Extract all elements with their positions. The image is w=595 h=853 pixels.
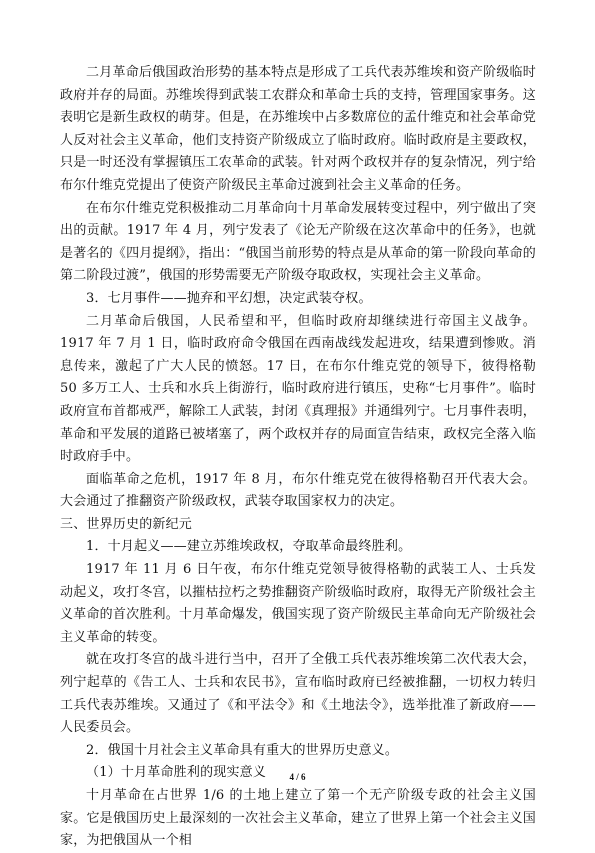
heading-july-days: 3．七月事件——抛弃和平幻想，决定武装夺权。 [86, 290, 372, 306]
paragraph-dual-power: 二月革命后俄国政治形势的基本特点是形成了工兵代表苏维埃和资产阶级临时政府并存的局面。苏维埃得到武装工农群众和革命士兵的支持，管理国家事务。这表明它是新生政权的萌芽。但是，在苏维埃中占多数席位的孟什维克和社会革命党人反对社会主义革命，他们支持资产阶级成立了临时政府。临时政府是主要政权，只是一时还没有掌握镇压工农革命的武装。针对两个政权并存的复杂情况，列宁给布尔什维克党提出了使资产阶级民主革命过渡到社会主义革命的任务。 [60, 65, 536, 193]
subheading-practical-significance: （1）十月革命胜利的现实意义 [86, 765, 267, 781]
paragraph-july-days: 二月革命后俄国，人民希望和平，但临时政府却继续进行帝国主义战争。1917 年 7 月 1 日，临时政府命令俄国在西南战线发起进攻，结果遭到惨败。消息传来，激起了广大人民的愤怒。17 日，在布尔什维克党的领导下，彼得格勒 50 多万工人、士兵和水兵上街游行，临时政府进行镇压，史称“七月事件”。临时政府宣布首都戒严，解除工人武装，封闭《真理报》并通缉列宁。七月事件表明，革命和平发展的道路已被堵塞了，两个政权并存的局面宣告结束，政权完全落入临时政府手中。 [60, 313, 536, 465]
paragraph-soviet-congress: 就在攻打冬宫的战斗进行当中，召开了全俄工兵代表苏维埃第二次代表大会，列宁起草的《告工人、士兵和农民书》，宣布临时政府已经被推翻，一切权力转归工兵代表苏维埃。又通过了《和平法令》和《土地法令》，选举批准了新政府——人民委员会。 [60, 652, 536, 736]
heading-october-uprising: 1．十月起义——建立苏维埃政权，夺取革命最终胜利。 [86, 539, 412, 555]
section-heading-new-era: 三、世界历史的新纪元 [60, 516, 193, 532]
paragraph-october-uprising: 1917 年 11 月 6 日午夜，布尔什维克党领导彼得格勒的武装工人、士兵发动起义，攻打冬宫，以摧枯拉朽之势推翻资产阶级临时政府，取得无产阶级社会主义革命的首次胜利。十月革命爆发，俄国实现了资产阶级民主革命向无产阶级社会主义革命的转变。 [60, 562, 536, 645]
heading-historical-significance: 2．俄国十月社会主义革命具有重大的世界历史意义。 [86, 742, 399, 758]
page-body [60, 62, 536, 853]
paragraph-party-congress: 面临革命之危机，1917 年 8 月，布尔什维克党在彼得格勒召开代表大会。大会通过了推翻资产阶级政权，武装夺取国家权力的决定。 [60, 471, 536, 510]
paragraph-first-socialist-state: 十月革命在占世界 1/6 的土地上建立了第一个无产阶级专政的社会主义国家。它是俄国历史上最深刻的一次社会主义革命，建立了世界上第一个社会主义国家，为把俄国从一个相 [60, 788, 536, 849]
paragraph-april-theses: 在布尔什维克党积极推动二月革命向十月革命发展转变过程中，列宁做出了突出的贡献。1917 年 4 月，列宁发表了《论无产阶级在这次革命中的任务》，也就是著名的《四月提纲》，指出：“俄国当前形势的特点是从革命的第一阶段向革命的第二阶段过渡”，俄国的形势需要无产阶级夺取政权，实现社会主义革命。 [60, 200, 536, 284]
page-number: 4 / 6 [289, 772, 306, 782]
